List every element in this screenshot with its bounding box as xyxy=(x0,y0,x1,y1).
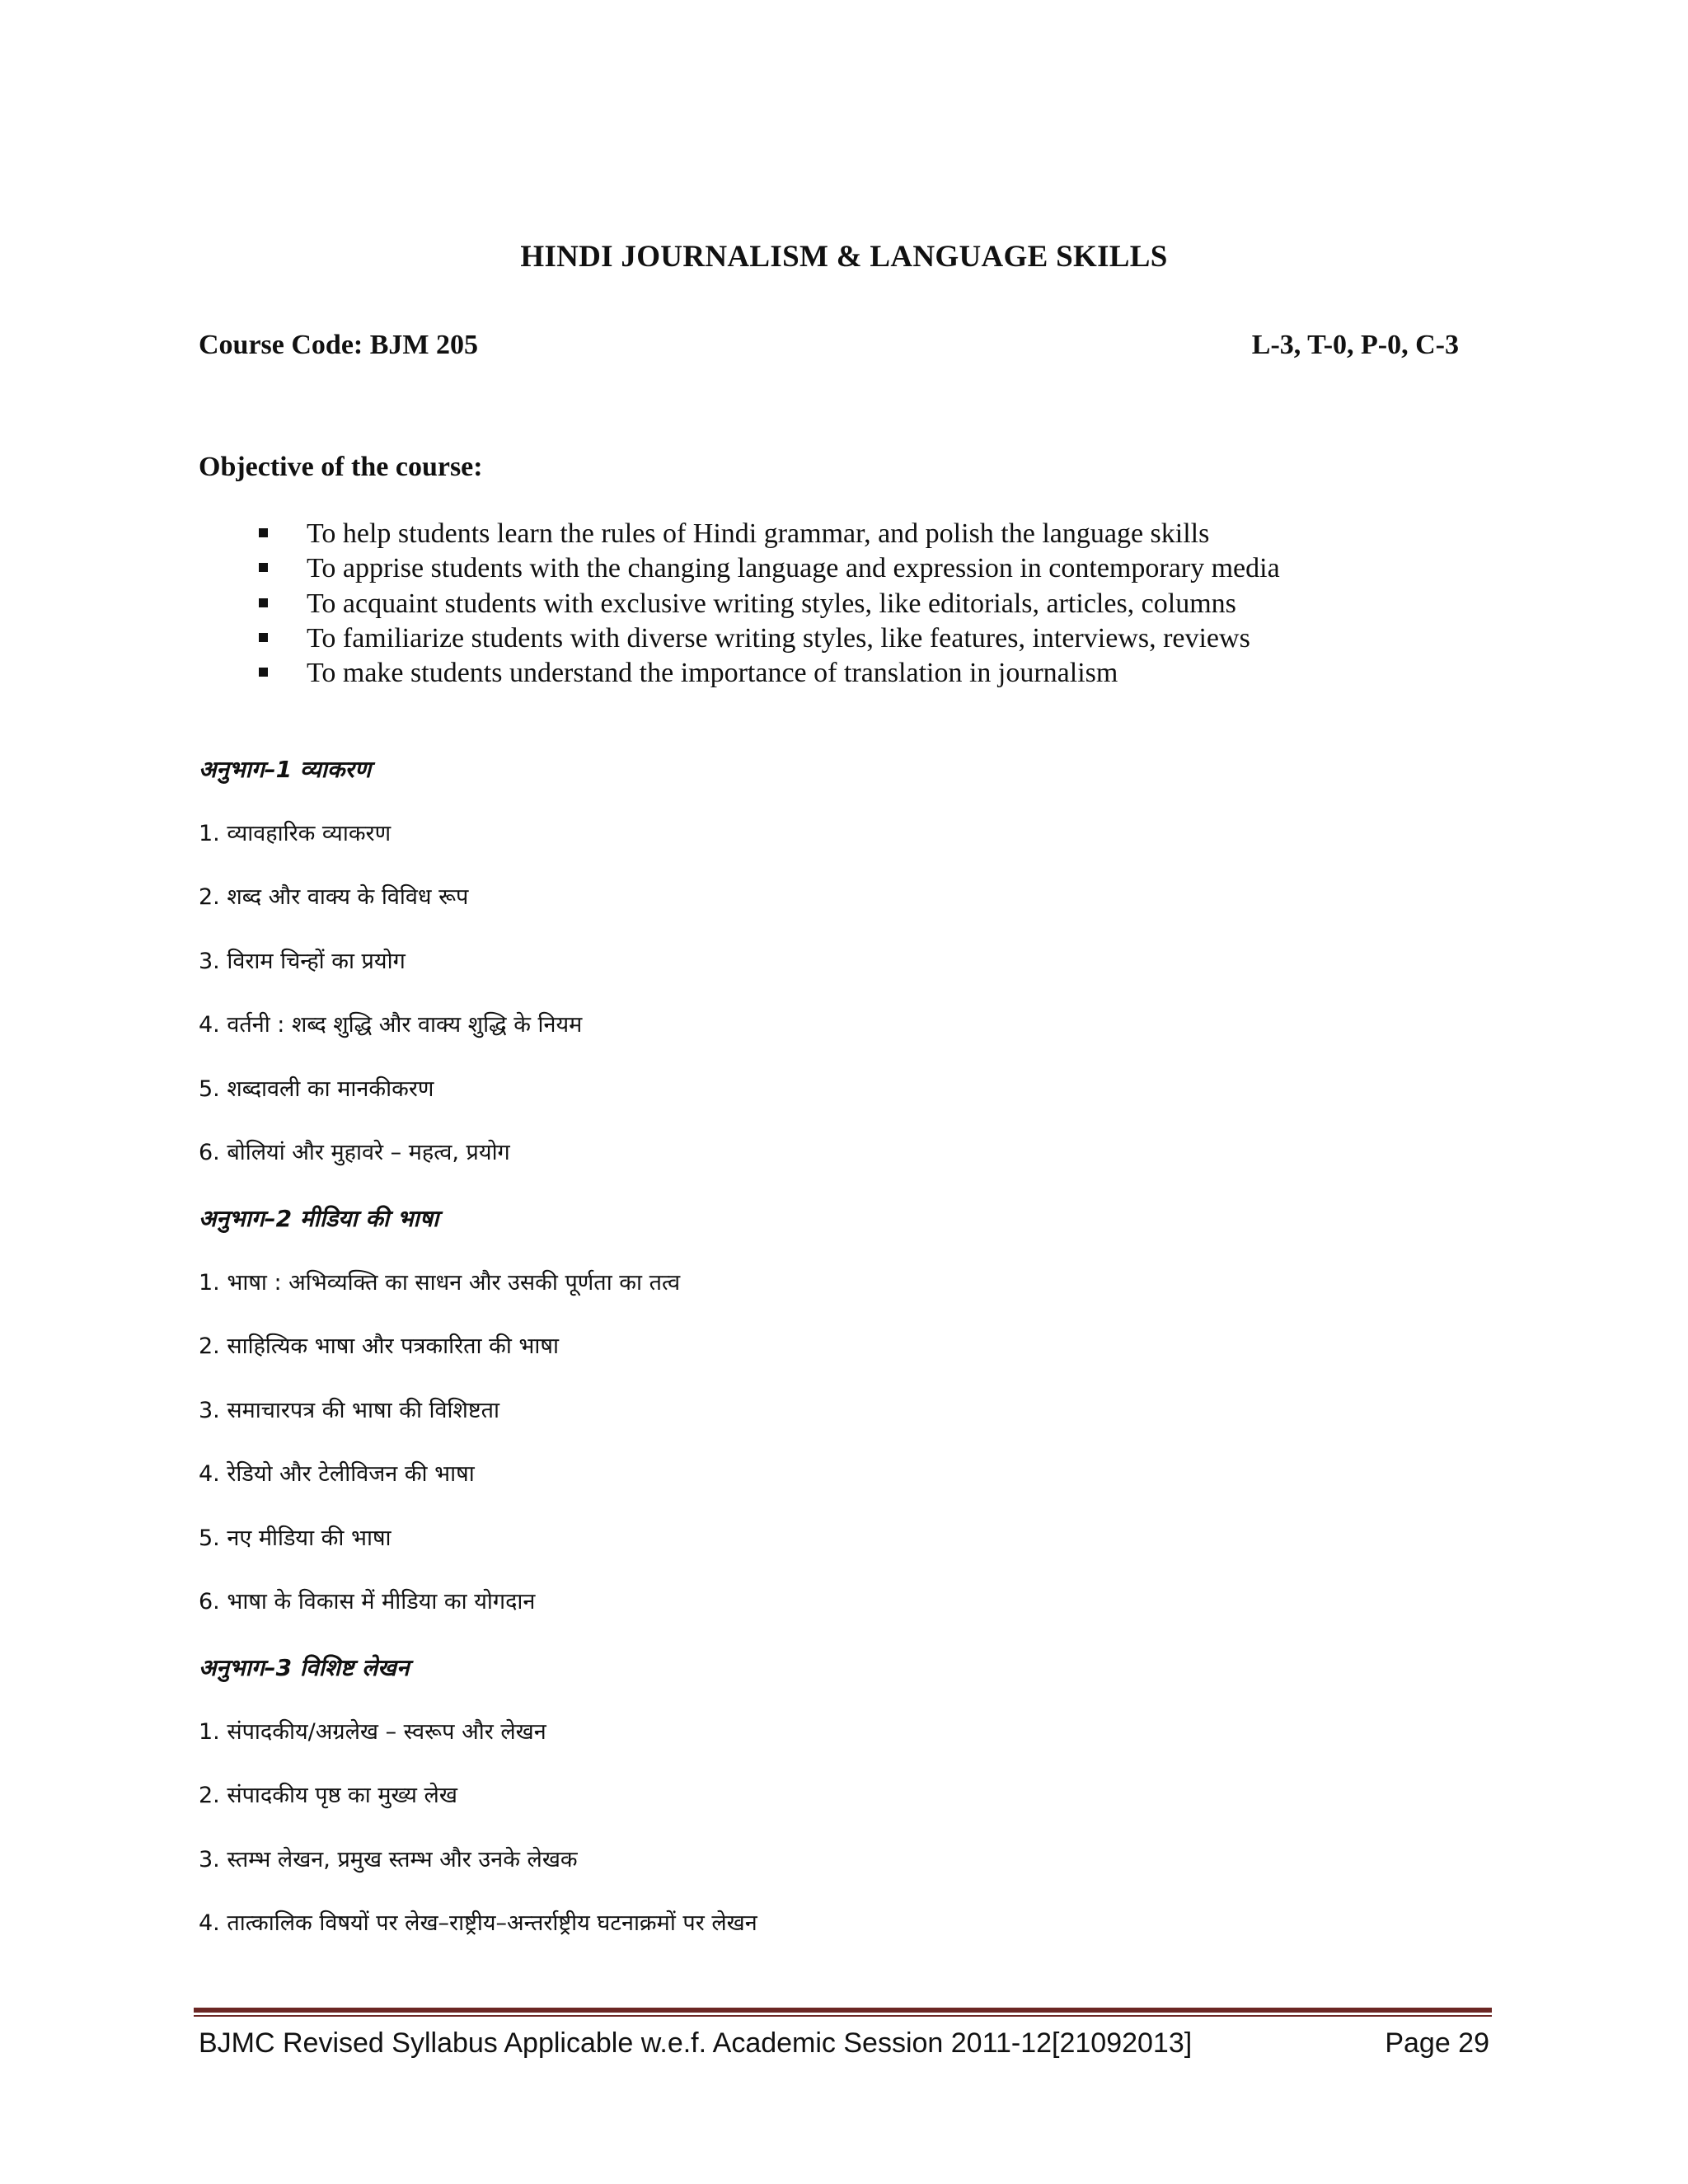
footer-text: BJMC Revised Syllabus Applicable w.e.f. Academic Session 2011-12[21092013] xyxy=(199,2027,1193,2059)
section-heading: अनुभाग–1 व्याकरण xyxy=(199,756,372,783)
square-bullet-icon xyxy=(259,668,268,677)
section-item-list xyxy=(199,1267,1435,1619)
objective-item xyxy=(199,517,1484,551)
section-item: 5. नए मीडिया की भाषा xyxy=(199,1525,392,1551)
square-bullet-icon xyxy=(259,633,268,642)
section-item: 1. व्यावहारिक व्याकरण xyxy=(199,820,392,846)
objective-text: To acquaint students with exclusive writing styles, like editorials, articles, columns xyxy=(307,588,1236,619)
objective-text: To help students learn the rules of Hindi grammar, and polish the language skills xyxy=(307,518,1210,549)
objective-item xyxy=(199,621,1484,656)
page-number: Page 29 xyxy=(1385,2027,1489,2059)
objective-item xyxy=(199,656,1484,691)
objective-text: To make students understand the importance of translation in journalism xyxy=(307,658,1118,689)
section-item: 4. वर्तनी : शब्द शुद्धि और वाक्य शुद्धि के नियम xyxy=(199,1012,583,1038)
section-item-list xyxy=(199,818,1435,1170)
footer-divider xyxy=(194,2008,1492,2013)
course-credits: L-3, T-0, P-0, C-3 xyxy=(1251,330,1459,360)
section-media-language xyxy=(199,1202,1435,1619)
section-item: 4. तात्कालिक विषयों पर लेख–राष्ट्रीय–अन्तर्राष्ट्रीय घटनाक्रमों पर लेखन xyxy=(199,1910,757,1936)
course-code: Course Code: BJM 205 xyxy=(199,330,479,360)
section-item-list xyxy=(199,1716,1435,1941)
objective-list xyxy=(199,517,1484,691)
page-title: HINDI JOURNALISM & LANGUAGE SKILLS xyxy=(520,240,1168,274)
objective-item xyxy=(199,587,1484,621)
section-item: 2. संपादकीय पृष्ठ का मुख्य लेख xyxy=(199,1783,457,1808)
section-item: 2. शब्द और वाक्य के विविध रूप xyxy=(199,884,469,910)
section-item: 6. बोलियां और मुहावरे – महत्व, प्रयोग xyxy=(199,1140,510,1165)
section-item: 2. साहित्यिक भाषा और पत्रकारिता की भाषा xyxy=(199,1333,559,1359)
objective-item xyxy=(199,551,1484,586)
section-item: 6. भाषा के विकास में मीडिया का योगदान xyxy=(199,1589,536,1615)
section-heading: अनुभाग–3 विशिष्ट लेखन xyxy=(199,1654,410,1681)
square-bullet-icon xyxy=(259,598,268,607)
objective-heading: Objective of the course: xyxy=(199,452,483,482)
section-special-writing xyxy=(199,1652,1435,1940)
objective-text: To apprise students with the changing language and expression in contemporary media xyxy=(307,553,1280,584)
section-item: 3. समाचारपत्र की भाषा की विशिष्टता xyxy=(199,1397,500,1423)
section-heading: अनुभाग–2 मीडिया की भाषा xyxy=(199,1205,439,1232)
section-item: 3. स्तम्भ लेखन, प्रमुख स्तम्भ और उनके लेखक xyxy=(199,1846,578,1872)
section-item: 1. भाषा : अभिव्यक्ति का साधन और उसकी पूर्णता का तत्व xyxy=(199,1269,681,1296)
square-bullet-icon xyxy=(259,528,268,537)
section-item: 3. विराम चिन्हों का प्रयोग xyxy=(199,948,406,974)
section-item: 1. संपादकीय/अग्रलेख – स्वरूप और लेखन xyxy=(199,1718,546,1745)
section-grammar xyxy=(199,753,1435,1169)
objective-text: To familiarize students with diverse writing styles, like features, interviews, reviews xyxy=(307,622,1250,654)
square-bullet-icon xyxy=(259,563,268,572)
section-item: 4. रेडियो और टेलीविजन की भाषा xyxy=(199,1461,475,1487)
section-item: 5. शब्दावली का मानकीकरण xyxy=(199,1076,434,1102)
footer-divider-thin xyxy=(194,2015,1492,2017)
